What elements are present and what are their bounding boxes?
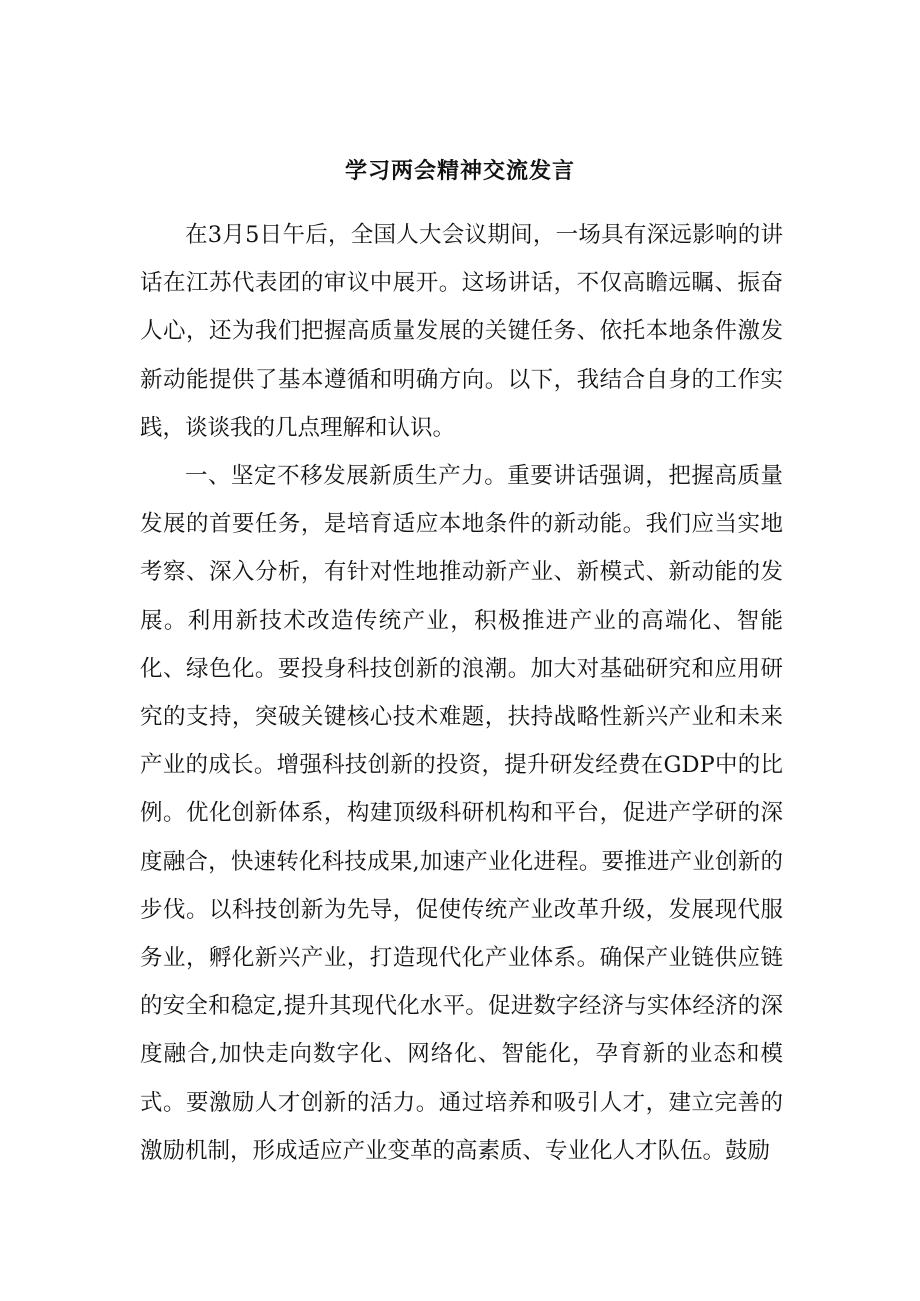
document-title: 学习两会精神交流发言: [344, 159, 575, 184]
paragraph-section-one: 一、坚定不移发展新质生产力。重要讲话强调，把握高质量发展的首要任务，是培育适应本地条件的新动能。我们应当实地考察、深入分析，有针对性地推动新产业、新模式、新动能的发展。利用新技术改造传统产业，积极推进产业的高端化、智能化、绿色化。要投身科技创新的浪潮。加大对基础研究和应用研究的支持，突破关键核心技术难题，扶持战略性新兴产业和未来产业的成长。增强科技创新的投资，提升研发经费在GDP中的比例。优化创新体系，构建顶级科研机构和平台，促进产学研的深度融合，快速转化科技成果,加速产业化进程。要推进产业创新的步伐。以科技创新为先导，促使传统产业改革升级，发展现代服务业，孵化新兴产业，打造现代化产业体系。确保产业链供应链的安全和稳定,提升其现代化水平。促进数字经济与实体经济的深度融合,加快走向数字化、网络化、智能化，孕育新的业态和模式。要激励人才创新的活力。通过培养和吸引人才，建立完善的激励机制，形成适应产业变革的高素质、专业化人才队伍。鼓励: [140, 463, 783, 1164]
document-body: [140, 211, 783, 1175]
paragraph-intro: 在3月5日午后，全国人大会议期间，一场具有深远影响的讲话在江苏代表团的审议中展开。这场讲话，不仅高瞻远瞩、振奋人心，还为我们把握高质量发展的关键任务、依托本地条件激发新动能提供了基本遵循和明确方向。以下，我结合自身的工作实践，谈谈我的几点理解和认识。: [140, 222, 783, 441]
